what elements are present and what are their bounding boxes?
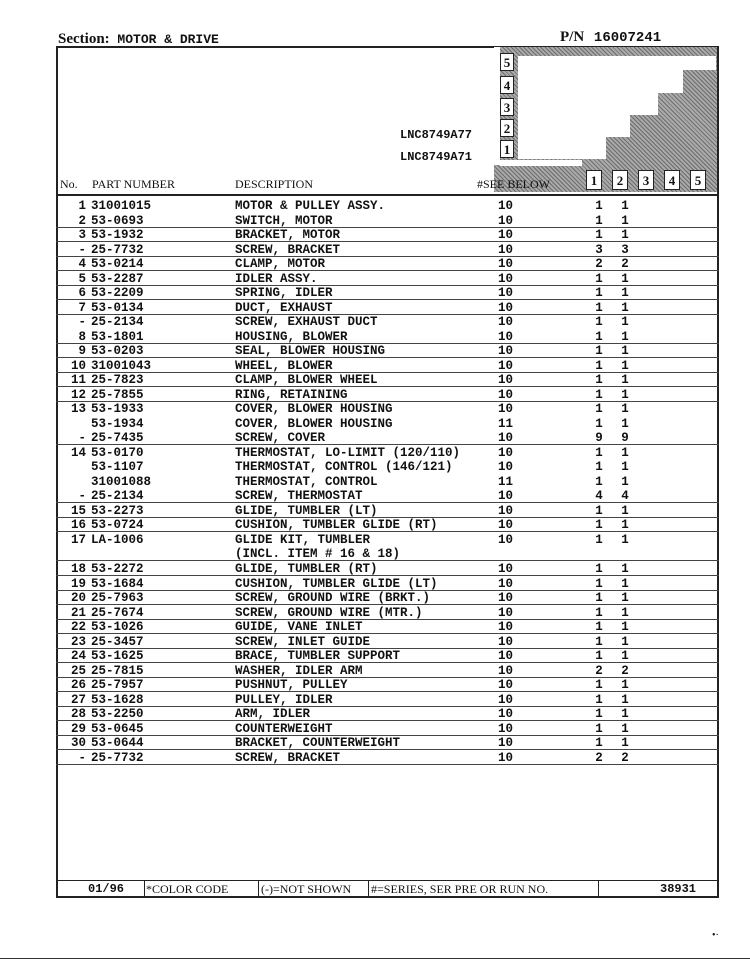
table-row [0, 707, 750, 721]
table-row [0, 460, 750, 474]
part-number: 53-0134 [91, 300, 144, 315]
part-number: 53-2272 [91, 562, 144, 576]
qty-series-1: 1 [595, 329, 603, 344]
item-number: 4 [78, 257, 86, 272]
see-below: 10 [498, 315, 514, 330]
qty-series-1: 3 [595, 242, 603, 257]
see-below: 10 [498, 300, 514, 315]
series-label-5: 5 [500, 53, 514, 71]
item-number: 5 [78, 271, 86, 286]
see-below: 10 [498, 431, 514, 446]
qty-series-2: 1 [621, 300, 629, 315]
footer-date: 01/96 [88, 882, 125, 896]
qty-series-2: 1 [621, 736, 629, 751]
qty-series-2: 3 [621, 242, 629, 257]
table-row [0, 649, 750, 663]
table-row [0, 446, 750, 460]
item-number: 10 [70, 358, 86, 373]
qty-series-2: 2 [621, 663, 629, 678]
part-number: 53-1934 [91, 416, 144, 431]
table-row [0, 736, 750, 750]
part-number: 53-1932 [91, 228, 144, 243]
qty-series-2: 1 [621, 721, 629, 736]
description: SCREW, BRACKET [235, 242, 341, 257]
part-number: 53-1628 [91, 692, 144, 707]
table-row [0, 417, 750, 431]
qty-series-1: 1 [595, 416, 603, 431]
item-number: 14 [70, 445, 86, 460]
qty-series-1: 1 [595, 213, 603, 228]
table-row [0, 228, 750, 242]
qty-series-1: 1 [595, 445, 603, 460]
description: CUSHION, TUMBLER GLIDE (LT) [235, 576, 438, 591]
part-number: 25-7732 [91, 242, 144, 257]
series-col-3: 3 [638, 170, 654, 190]
table-row [0, 330, 750, 344]
qty-series-2: 1 [621, 416, 629, 431]
qty-series-1: 1 [595, 591, 603, 606]
series-col-1: 1 [586, 170, 602, 190]
qty-series-1: 2 [595, 257, 603, 272]
description: (INCL. ITEM # 16 & 18) [235, 547, 401, 562]
item-number: 6 [78, 286, 86, 301]
part-number: 53-1107 [91, 460, 144, 475]
row-divider [56, 764, 719, 765]
qty-series-1: 1 [595, 358, 603, 373]
item-number: - [78, 431, 86, 446]
table-row [0, 693, 750, 707]
qty-series-2: 1 [621, 532, 629, 547]
table-row [0, 388, 750, 402]
see-below: 10 [498, 344, 514, 359]
table-row [0, 272, 750, 286]
pn-value: 16007241 [593, 30, 662, 46]
part-number: 53-0203 [91, 344, 144, 359]
col-header-description: DESCRIPTION [235, 177, 314, 191]
series-label-3: 3 [500, 98, 514, 116]
item-number: 11 [70, 373, 86, 388]
qty-series-2: 2 [621, 750, 629, 765]
part-number: 25-7435 [91, 431, 144, 446]
description: WHEEL, BLOWER [235, 358, 333, 373]
item-number: 13 [70, 402, 86, 417]
qty-series-1: 1 [595, 387, 603, 402]
part-number: 25-2134 [91, 315, 144, 330]
model-number: LNC8749A71 [400, 150, 473, 164]
qty-series-2: 1 [621, 271, 629, 286]
item-number: 16 [70, 518, 86, 533]
see-below: 10 [498, 518, 514, 533]
item-number: 8 [78, 329, 86, 344]
qty-series-2: 1 [621, 315, 629, 330]
qty-series-2: 1 [621, 605, 629, 620]
footer-legend [58, 882, 718, 896]
see-below: 10 [498, 562, 514, 576]
qty-series-1: 1 [595, 315, 603, 330]
part-number: 53-2209 [91, 286, 144, 301]
item-number: 22 [70, 620, 86, 635]
see-below: 10 [498, 620, 514, 635]
qty-series-1: 1 [595, 605, 603, 620]
table-row [0, 751, 750, 765]
part-number: 25-7823 [91, 373, 144, 388]
table-row [0, 359, 750, 373]
see-below: 10 [498, 199, 514, 213]
part-number: LA-1006 [91, 532, 144, 547]
see-below: 10 [498, 242, 514, 257]
description: CLAMP, BLOWER WHEEL [235, 373, 378, 388]
part-number: 53-0644 [91, 736, 144, 751]
see-below: 10 [498, 402, 514, 417]
series-col-2: 2 [612, 170, 628, 190]
see-below: 10 [498, 692, 514, 707]
header-divider [56, 194, 719, 196]
description: GLIDE KIT, TUMBLER [235, 532, 371, 547]
qty-series-1: 1 [595, 721, 603, 736]
qty-series-2: 1 [621, 402, 629, 417]
part-number: 53-0645 [91, 721, 144, 736]
table-row [0, 547, 750, 561]
qty-series-1: 1 [595, 199, 603, 213]
table-row [0, 489, 750, 503]
description: GLIDE, TUMBLER (LT) [235, 503, 378, 518]
description: PULLEY, IDLER [235, 692, 333, 707]
qty-series-2: 1 [621, 678, 629, 693]
qty-series-1: 1 [595, 228, 603, 243]
section-value: MOTOR & DRIVE [117, 32, 219, 47]
item-number: 20 [70, 591, 86, 606]
see-below: 10 [498, 605, 514, 620]
qty-series-1: 2 [595, 750, 603, 765]
qty-series-1: 1 [595, 503, 603, 518]
qty-series-1: 1 [595, 649, 603, 664]
qty-series-2: 1 [621, 707, 629, 722]
see-below: 10 [498, 591, 514, 606]
table-row [0, 315, 750, 329]
description: GLIDE, TUMBLER (RT) [235, 562, 378, 576]
description: HOUSING, BLOWER [235, 329, 348, 344]
model-number: LNC8749A77 [400, 128, 473, 142]
item-number: - [78, 315, 86, 330]
table-row [0, 257, 750, 271]
description: BRACE, TUMBLER SUPPORT [235, 649, 401, 664]
table-row [0, 664, 750, 678]
part-number: 53-1026 [91, 620, 144, 635]
series-label-2: 2 [500, 119, 514, 137]
item-number: 30 [70, 736, 86, 751]
see-below: 10 [498, 329, 514, 344]
table-row [0, 286, 750, 300]
item-number: 12 [70, 387, 86, 402]
footer-divider [56, 880, 719, 881]
item-number: 24 [70, 649, 86, 664]
part-number: 25-7674 [91, 605, 144, 620]
description: ARM, IDLER [235, 707, 311, 722]
description: THERMOSTAT, CONTROL [235, 474, 378, 489]
item-number: 9 [78, 344, 86, 359]
item-number: 17 [70, 532, 86, 547]
see-below: 10 [498, 489, 514, 504]
part-number: 25-2134 [91, 489, 144, 504]
see-below: 10 [498, 228, 514, 243]
qty-series-2: 2 [621, 257, 629, 272]
item-number: 28 [70, 707, 86, 722]
description: PUSHNUT, PULLEY [235, 678, 348, 693]
table-row [0, 577, 750, 591]
description: SCREW, INLET GUIDE [235, 634, 371, 649]
qty-series-2: 1 [621, 460, 629, 475]
qty-series-1: 4 [595, 489, 603, 504]
qty-series-2: 1 [621, 445, 629, 460]
footer-page-code: 38931 [660, 882, 697, 896]
part-number: 53-1684 [91, 576, 144, 591]
qty-series-2: 1 [621, 634, 629, 649]
description: SEAL, BLOWER HOUSING [235, 344, 386, 359]
table-row [0, 199, 750, 213]
description: RING, RETAINING [235, 387, 348, 402]
qty-series-1: 1 [595, 300, 603, 315]
description: COVER, BLOWER HOUSING [235, 402, 393, 417]
description: DUCT, EXHAUST [235, 300, 333, 315]
footer-color-code: *COLOR CODE [146, 882, 229, 896]
description: SCREW, COVER [235, 431, 326, 446]
see-below: 10 [498, 678, 514, 693]
description: THERMOSTAT, LO-LIMIT (120/110) [235, 445, 461, 460]
description: BRACKET, MOTOR [235, 228, 341, 243]
description: THERMOSTAT, CONTROL (146/121) [235, 460, 453, 475]
qty-series-2: 1 [621, 620, 629, 635]
item-number: 2 [78, 213, 86, 228]
part-number: 53-2287 [91, 271, 144, 286]
series-col-5: 5 [690, 170, 706, 190]
part-number: 53-1625 [91, 649, 144, 664]
item-number: 25 [70, 663, 86, 678]
table-row [0, 620, 750, 634]
part-number: 53-0170 [91, 445, 144, 460]
table-row [0, 344, 750, 358]
qty-series-2: 1 [621, 199, 629, 213]
table-row [0, 402, 750, 416]
see-below: 10 [498, 271, 514, 286]
part-number: 25-7963 [91, 591, 144, 606]
scan-mark-icon: •· [712, 930, 719, 941]
series-col-4: 4 [664, 170, 680, 190]
qty-series-1: 1 [595, 286, 603, 301]
table-row [0, 373, 750, 387]
col-header-see-below: #SEE BELOW [477, 177, 550, 191]
part-number: 53-2250 [91, 707, 144, 722]
qty-series-1: 1 [595, 620, 603, 635]
part-number: 53-0724 [91, 518, 144, 533]
qty-series-1: 1 [595, 562, 603, 576]
part-number: 31001015 [91, 199, 152, 213]
table-row [0, 475, 750, 489]
table-row [0, 431, 750, 445]
part-number: 53-2273 [91, 503, 144, 518]
table-row [0, 243, 750, 257]
section-label: Section: [58, 31, 110, 47]
item-number: 15 [70, 503, 86, 518]
qty-series-1: 1 [595, 402, 603, 417]
qty-series-2: 1 [621, 562, 629, 576]
see-below: 10 [498, 503, 514, 518]
series-label-1: 1 [500, 140, 514, 158]
item-number: - [78, 750, 86, 765]
qty-series-2: 1 [621, 503, 629, 518]
item-number: 26 [70, 678, 86, 693]
page-bottom-rule [0, 958, 750, 959]
item-number: - [78, 242, 86, 257]
part-number: 31001088 [91, 474, 152, 489]
see-below: 10 [498, 257, 514, 272]
qty-series-2: 4 [621, 489, 629, 504]
qty-series-1: 1 [595, 271, 603, 286]
item-number: 3 [78, 228, 86, 243]
see-below: 10 [498, 707, 514, 722]
qty-series-2: 1 [621, 692, 629, 707]
qty-series-2: 9 [621, 431, 629, 446]
description: IDLER ASSY. [235, 271, 318, 286]
description: CLAMP, MOTOR [235, 257, 326, 272]
part-number: 25-3457 [91, 634, 144, 649]
description: GUIDE, VANE INLET [235, 620, 363, 635]
part-number: 53-0693 [91, 213, 144, 228]
description: MOTOR & PULLEY ASSY. [235, 199, 386, 213]
qty-series-1: 9 [595, 431, 603, 446]
part-number: 25-7815 [91, 663, 144, 678]
item-number: 7 [78, 300, 86, 315]
table-row [0, 533, 750, 547]
qty-series-2: 1 [621, 329, 629, 344]
col-header-part: PART NUMBER [92, 177, 175, 191]
qty-series-1: 1 [595, 518, 603, 533]
see-below: 10 [498, 373, 514, 388]
qty-series-1: 1 [595, 460, 603, 475]
see-below: 10 [498, 649, 514, 664]
qty-series-1: 1 [595, 736, 603, 751]
see-below: 10 [498, 358, 514, 373]
part-number-heading [560, 29, 661, 46]
qty-series-1: 2 [595, 663, 603, 678]
description: WASHER, IDLER ARM [235, 663, 363, 678]
qty-series-1: 1 [595, 678, 603, 693]
qty-series-2: 1 [621, 213, 629, 228]
description: SPRING, IDLER [235, 286, 333, 301]
item-number: 21 [70, 605, 86, 620]
qty-series-2: 1 [621, 649, 629, 664]
description: COUNTERWEIGHT [235, 721, 333, 736]
qty-series-2: 1 [621, 228, 629, 243]
pn-label: P/N [560, 29, 585, 45]
item-number: 18 [70, 562, 86, 576]
part-number: 53-1801 [91, 329, 144, 344]
qty-series-2: 1 [621, 591, 629, 606]
qty-series-2: 1 [621, 344, 629, 359]
qty-series-1: 1 [595, 474, 603, 489]
see-below: 10 [498, 663, 514, 678]
description: CUSHION, TUMBLER GLIDE (RT) [235, 518, 438, 533]
item-number: 19 [70, 576, 86, 591]
qty-series-2: 1 [621, 373, 629, 388]
qty-series-1: 1 [595, 707, 603, 722]
footer-series-note: #=SERIES, SER PRE OR RUN NO. [371, 882, 549, 896]
table-row [0, 591, 750, 605]
col-header-no: No. [60, 177, 78, 191]
item-number: 23 [70, 634, 86, 649]
see-below: 10 [498, 721, 514, 736]
see-below: 10 [498, 286, 514, 301]
see-below: 10 [498, 387, 514, 402]
qty-series-1: 1 [595, 344, 603, 359]
description: SCREW, GROUND WIRE (MTR.) [235, 605, 423, 620]
description: SCREW, BRACKET [235, 750, 341, 765]
description: COVER, BLOWER HOUSING [235, 416, 393, 431]
see-below: 10 [498, 576, 514, 591]
table-row [0, 635, 750, 649]
table-row [0, 722, 750, 736]
description: SWITCH, MOTOR [235, 213, 333, 228]
part-number: 31001043 [91, 358, 152, 373]
see-below: 10 [498, 445, 514, 460]
qty-series-2: 1 [621, 286, 629, 301]
item-number: 29 [70, 721, 86, 736]
qty-series-2: 1 [621, 387, 629, 402]
see-below: 11 [498, 474, 514, 489]
description: SCREW, EXHAUST DUCT [235, 315, 378, 330]
qty-series-1: 1 [595, 576, 603, 591]
table-row [0, 606, 750, 620]
table-row [0, 518, 750, 532]
part-number: 53-0214 [91, 257, 144, 272]
footer-not-shown: (-)=NOT SHOWN [261, 882, 352, 896]
table-row [0, 678, 750, 692]
item-number: - [78, 489, 86, 504]
qty-series-1: 1 [595, 532, 603, 547]
see-below: 10 [498, 213, 514, 228]
part-number: 25-7855 [91, 387, 144, 402]
description: SCREW, THERMOSTAT [235, 489, 363, 504]
table-row [0, 504, 750, 518]
table-row [0, 562, 750, 576]
qty-series-1: 1 [595, 692, 603, 707]
table-row [0, 301, 750, 315]
qty-series-2: 1 [621, 474, 629, 489]
qty-series-2: 1 [621, 576, 629, 591]
description: BRACKET, COUNTERWEIGHT [235, 736, 401, 751]
item-number: 27 [70, 692, 86, 707]
see-below: 11 [498, 416, 514, 431]
see-below: 10 [498, 736, 514, 751]
see-below: 10 [498, 634, 514, 649]
part-number: 25-7957 [91, 678, 144, 693]
see-below: 10 [498, 532, 514, 547]
table-row [0, 214, 750, 228]
part-number: 53-1933 [91, 402, 144, 417]
item-number: 1 [78, 199, 86, 213]
see-below: 10 [498, 750, 514, 765]
qty-series-2: 1 [621, 518, 629, 533]
description: SCREW, GROUND WIRE (BRKT.) [235, 591, 431, 606]
part-number: 25-7732 [91, 750, 144, 765]
see-below: 10 [498, 460, 514, 475]
qty-series-1: 1 [595, 634, 603, 649]
series-label-4: 4 [500, 76, 514, 94]
qty-series-1: 1 [595, 373, 603, 388]
qty-series-2: 1 [621, 358, 629, 373]
